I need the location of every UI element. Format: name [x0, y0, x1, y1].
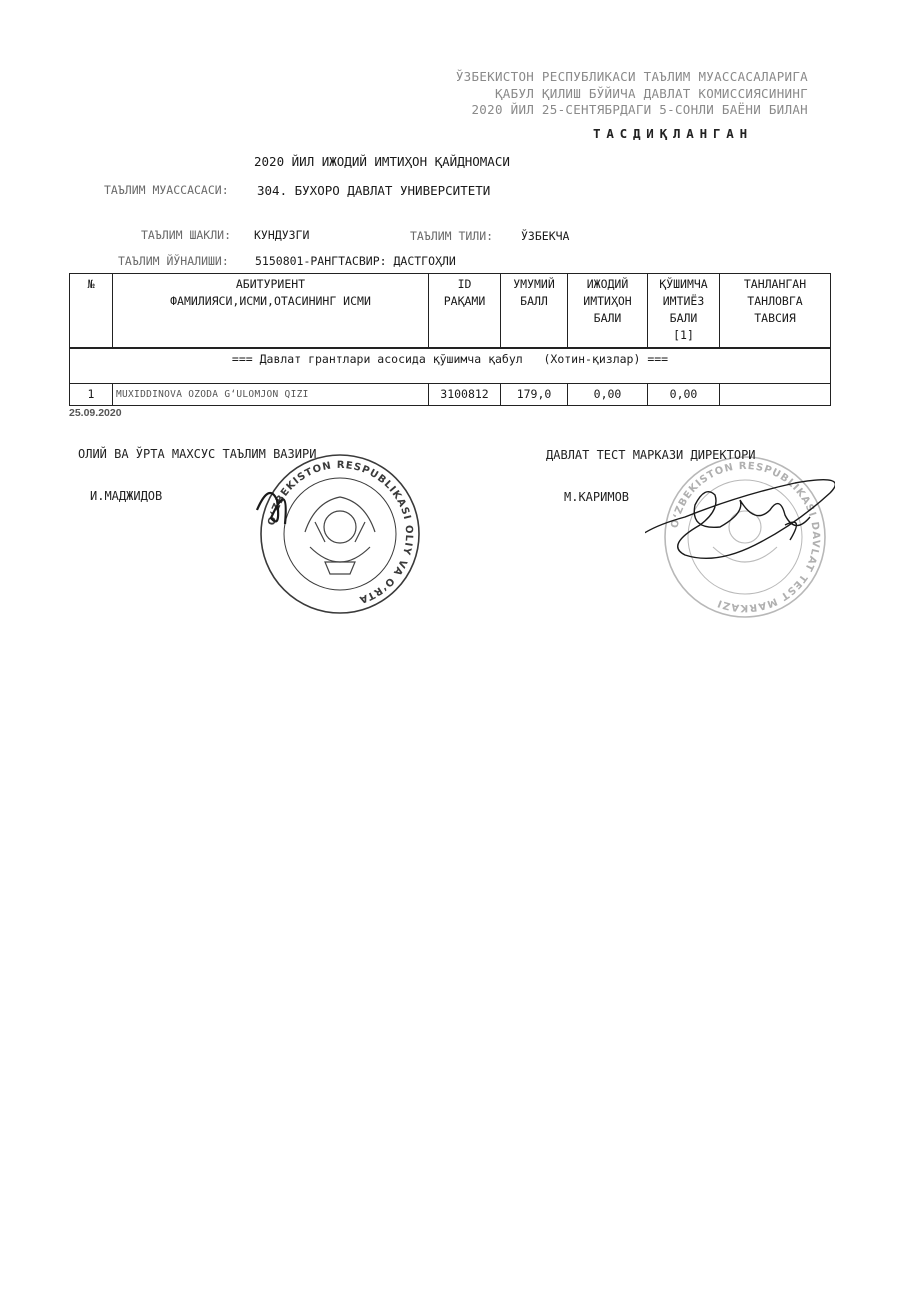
col-header-recommended: ТАНЛАНГАН ТАНЛОВГА ТАВСИЯ — [720, 274, 831, 349]
section-title: === Давлат грантлари асосида қўшимча қабул (Хотин-қизлар) === — [70, 348, 831, 384]
approval-line-3: 2020 ЙИЛ 25-СЕНТЯБРДАГИ 5-СОНЛИ БАЁНИ БИЛАН — [471, 102, 808, 117]
svg-text:O‘ZBEKISTON RESPUBLIKASI DAVLA: O‘ZBEKISTON RESPUBLIKASI DAVLAT TEST MARKAZI — [669, 460, 822, 614]
study-form-label: ТАЪЛИМ ШАКЛИ: — [141, 228, 232, 242]
institution-label: ТАЪЛИМ МУАССАСАСИ: — [104, 183, 229, 197]
cell-number: 1 — [70, 384, 113, 406]
study-direction-value: 5150801-РАНГТАСВИР: ДАСТГОҲЛИ — [255, 254, 456, 268]
approved-stamp-text: ТАСДИҚЛАНГАН — [593, 126, 753, 141]
left-signatory-name: И.МАДЖИДОВ — [90, 489, 163, 503]
cell-creative: 0,00 — [568, 384, 648, 406]
right-official-stamp — [645, 455, 835, 620]
col-header-extra: ҚЎШИМЧА ИМТИЁЗ БАЛИ [1] — [648, 274, 720, 349]
table-header-row — [70, 274, 831, 349]
study-direction-label: ТАЪЛИМ ЙЎНАЛИШИ: — [118, 254, 229, 268]
institution-value: 304. БУХОРО ДАВЛАТ УНИВЕРСИТЕТИ — [257, 183, 491, 198]
col-header-number: № — [70, 274, 113, 349]
right-signatory-title: ДАВЛАТ ТЕСТ МАРКАЗИ ДИРЕКТОРИ — [546, 448, 756, 462]
table-row — [70, 384, 831, 406]
cell-total: 179,0 — [501, 384, 568, 406]
results-table — [69, 273, 831, 406]
cell-recommended — [720, 384, 831, 406]
col-header-creative: ИЖОДИЙ ИМТИҲОН БАЛИ — [568, 274, 648, 349]
col-header-id: ID РАҚАМИ — [429, 274, 501, 349]
document-date: 25.09.2020 — [69, 407, 122, 419]
cell-extra: 0,00 — [648, 384, 720, 406]
right-signatory-name: М.КАРИМОВ — [564, 490, 630, 504]
left-signatory-title: ОЛИЙ ВА ЎРТА МАХСУС ТАЪЛИМ ВАЗИРИ — [78, 447, 317, 461]
section-row — [70, 348, 831, 384]
col-header-applicant: АБИТУРИЕНТ ФАМИЛИЯСИ,ИСМИ,ОТАСИНИНГ ИСМИ — [113, 274, 429, 349]
col-header-total: УМУМИЙ БАЛЛ — [501, 274, 568, 349]
left-official-stamp — [255, 452, 425, 617]
document-title: 2020 ЙИЛ ИЖОДИЙ ИМТИҲОН ҚАЙДНОМАСИ — [254, 154, 510, 169]
svg-text:O‘ZBEKISTON RESPUBLIKASI OLIY: O‘ZBEKISTON RESPUBLIKASI OLIY VA O‘RTA — [266, 459, 415, 606]
approval-line-2: ҚАБУЛ ҚИЛИШ БЎЙИЧА ДАВЛАТ КОМИССИЯСИНИНГ — [494, 86, 808, 101]
study-language-label: ТАЪЛИМ ТИЛИ: — [410, 229, 494, 243]
study-language-value: ЎЗБЕКЧА — [521, 229, 570, 243]
approval-line-1: ЎЗБЕКИСТОН РЕСПУБЛИКАСИ ТАЪЛИМ МУАССАСАЛАРИГА — [455, 69, 808, 84]
cell-id: 3100812 — [429, 384, 501, 406]
study-form-value: КУНДУЗГИ — [254, 228, 310, 242]
cell-applicant-name: MUXIDDINOVA OZODA G‘ULOMJON QIZI — [113, 384, 429, 406]
